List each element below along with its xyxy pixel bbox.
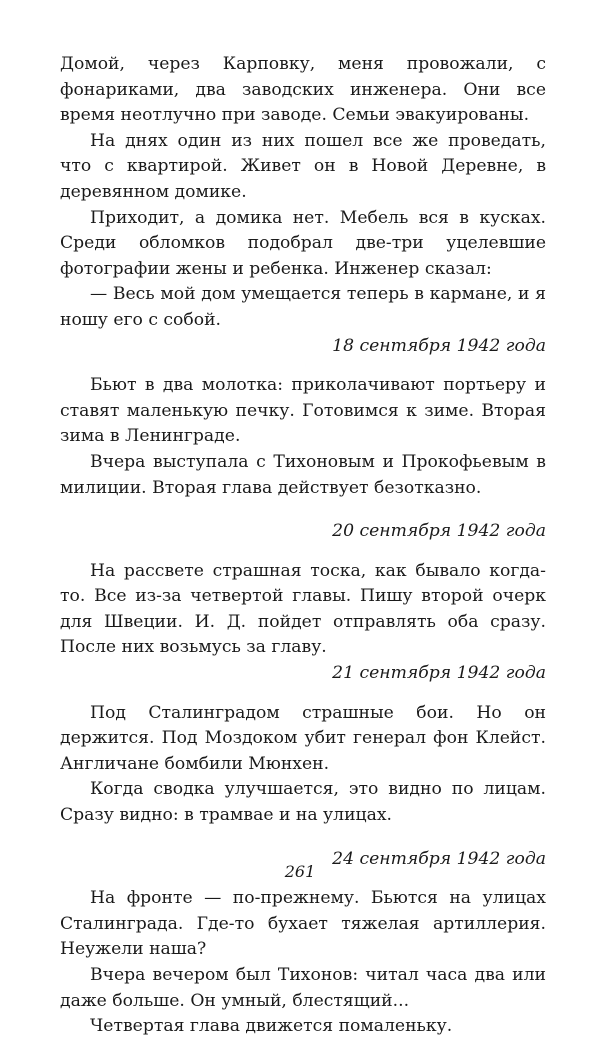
spacer (60, 687, 546, 701)
spacer (60, 545, 546, 559)
entry-date: 20 сентября 1942 года (332, 521, 546, 542)
page-number: 261 (284, 862, 316, 881)
paragraph: Вчера выступала с Тихоновым и Прокофьевым в милиции. Вторая глава действует безотказно. (60, 451, 546, 498)
paragraph: — Весь мой дом умещается теперь в кармане, и я ношу его с собой. (60, 284, 546, 330)
paragraph: Четвертая глава движется помаленьку. (90, 1016, 453, 1037)
paragraph: Бьют в два молотка: приколачивают портьеру и ставят маленькую печку. Готовимся к зиме. Вторая зима в Ленинграде. (60, 375, 546, 447)
spacer (60, 501, 546, 519)
paragraph: На днях один из них пошел все же проведать, что с квартирой. Живет он в Новой Деревне, в деревянном домике. (60, 130, 546, 202)
paragraph: На фронте — по-прежнему. Бьются на улицах Сталинграда. Где-то бухает тяжелая артиллерия. Неужели наша? (60, 888, 546, 960)
entry-date: 21 сентября 1942 года (332, 663, 546, 684)
paragraph: Приходит, а домика нет. Мебель вся в кусках. Среди обломков подобрал две-три уцелевшие фотографии жены и ребенка. Инженер сказал: (60, 207, 546, 279)
paragraph: Когда сводка улучшается, это видно по лицам. Сразу видно: в трамвае и на улицах. (60, 779, 546, 826)
paragraph: Вчера вечером был Тихонов: читал часа два или даже больше. Он умный, блестящий... (60, 965, 546, 1011)
spacer (60, 359, 546, 373)
entry-date: 18 сентября 1942 года (332, 335, 546, 356)
paragraph: Под Сталинградом страшные бои. Но он держится. Под Моздоком убит генерал фон Клейст. Англичане бомбили Мюнхен. (60, 702, 546, 774)
entry-date: 24 сентября 1942 года (332, 848, 546, 869)
paragraph: Домой, через Карповку, меня провожали, с фонариками, два заводских инженера. Они все время неотлучно при заводе. Семьи эвакуированы. (60, 54, 546, 126)
spacer (60, 829, 546, 847)
paragraph: На рассвете страшная тоска, как бывало когда-то. Все из-за четвертой главы. Пишу второй очерк для Швеции. И. Д. пойдет отправлять оба сразу. После них возьмусь за главу. (60, 560, 546, 658)
text-column (60, 52, 546, 1040)
